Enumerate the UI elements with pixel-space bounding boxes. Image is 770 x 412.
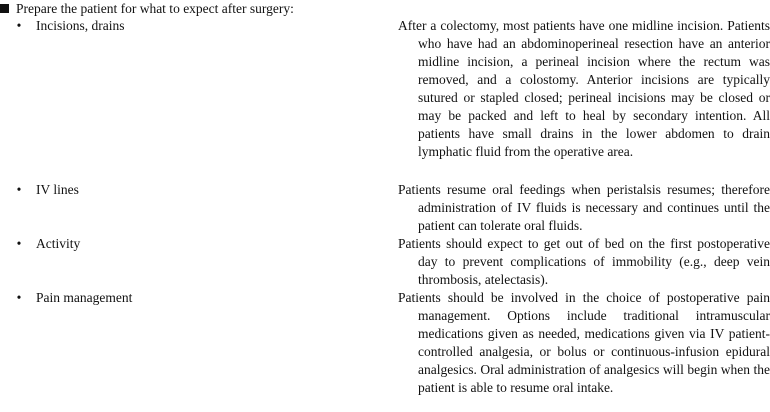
bullet-icon: • bbox=[16, 18, 22, 33]
term-label: Incisions, drains bbox=[36, 18, 125, 33]
list-item-description: Patients should expect to get out of bed on the first postoperative day to prevent complications of immobility (e.g., deep vein thrombosis, atelectasis). bbox=[398, 236, 770, 287]
term-label: Activity bbox=[36, 236, 81, 251]
heading-text: Prepare the patient for what to expect after surgery: bbox=[16, 1, 294, 16]
bullet-icon: • bbox=[16, 182, 22, 197]
term-label: IV lines bbox=[36, 182, 79, 197]
section-heading bbox=[0, 0, 294, 17]
bullet-icon: • bbox=[16, 290, 22, 305]
list-item-description: After a colectomy, most patients have one midline incision. Patients who have had an abdominoperineal resection have an anterior midline incision, a perineal incision where the rectum was removed, and a colostomy. Anterior incisions are typically sutured or stapled closed; perineal incisions may be closed or may be packed and left to heal by secondary intention. All patients have small drains in the lower abdomen to drain lymphatic fluid from the operative area. bbox=[398, 18, 770, 159]
list-item-description: Patients should be involved in the choice of postoperative pain management. Options include traditional intramuscular medications given as needed, medications given via IV patient-controlled analgesia, or bolus or continuous-infusion epidural analgesics. Oral administration of analgesics will begin when the patient is able to resume oral intake. bbox=[398, 290, 770, 395]
square-bullet-icon bbox=[0, 4, 9, 13]
bullet-icon: • bbox=[16, 236, 22, 251]
term-label: Pain management bbox=[36, 290, 133, 305]
list-item-description: Patients resume oral feedings when peristalsis resumes; therefore administration of IV fluids is necessary and continues until the patient can tolerate oral fluids. bbox=[398, 182, 770, 233]
